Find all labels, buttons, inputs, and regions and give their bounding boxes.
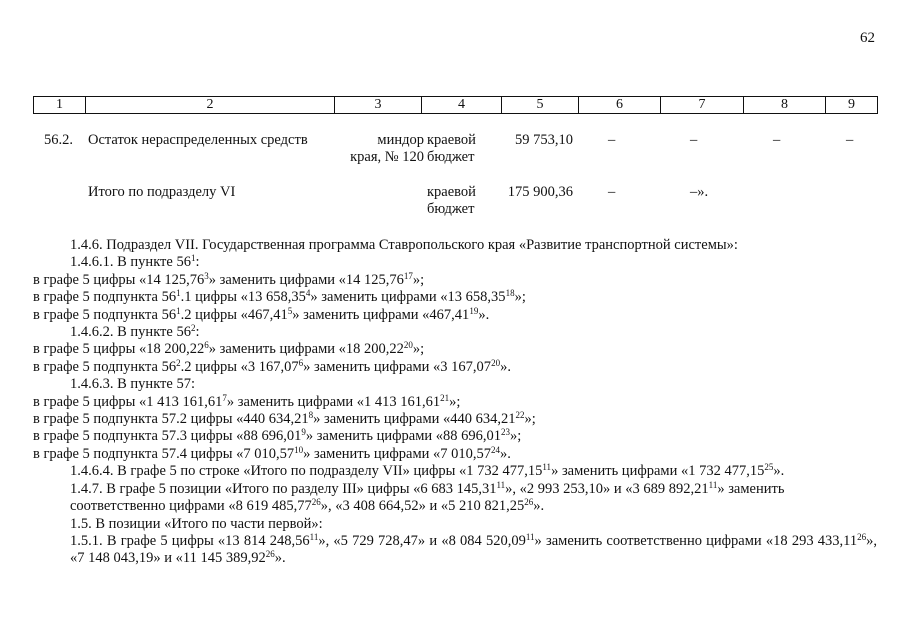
footnote-marker: 22 [515,410,525,421]
row-name: Итого по подразделу VI [88,184,236,200]
text-segment: в графе 5 подпункта 57.4 цифры «7 010,57 [33,445,295,462]
row-source-line1: краевой [427,184,476,200]
text-segment: в графе 5 цифры «18 200,22 [33,341,205,358]
row-number: 56.2. [44,132,73,148]
row-col9: – [846,132,854,148]
table-rows [0,132,903,236]
column-number-cell: 9 [826,97,878,114]
text-segment: 1.4.7. В графе 5 позиции «Итого по разделу III» цифры «6 683 145,31 [70,480,497,497]
footnote-marker: 4 [305,288,311,299]
text-segment: » заменить цифрами «3 167,07 [303,358,492,375]
paragraph [33,272,877,289]
paragraph [33,237,877,254]
text-segment: », «2 993 253,10» и «3 689 892,21 [505,480,709,497]
text-segment: в графе 5 подпункта 56 [33,306,177,323]
text-segment: ». [773,463,785,480]
paragraph [33,376,877,393]
paragraph [33,289,877,306]
row-source [427,184,476,218]
text-segment: » заменить цифрами «7 010,57 [303,445,492,462]
column-number-cell: 8 [744,97,826,114]
text-segment: », «7 148 043,19» и «11 145 389,92 [70,532,877,567]
footnote-marker: 11 [708,479,718,490]
text-segment: » заменить соответственно цифрами «8 619 485,77 [70,480,785,515]
row-value: 59 753,10 [515,132,573,148]
footnote-marker: 2 [190,323,196,334]
text-segment: 1.5. В позиции «Итого по части первой»: [70,515,323,532]
row-col7: – [690,132,698,148]
text-segment: .2 цифры «3 167,07 [180,358,299,375]
footnote-marker: 8 [308,410,314,421]
paragraph [33,463,877,480]
text-segment: » заменить цифрами «18 200,22 [208,341,404,358]
text-segment: .1 цифры «13 658,35 [180,289,306,306]
paragraph [33,533,877,568]
footnote-marker: 26 [265,549,275,560]
text-segment: в графе 5 подпункта 57.2 цифры «440 634,21 [33,411,309,428]
text-segment: » заменить цифрами «88 696,01 [305,428,502,445]
text-segment: 1.4.6. Подраздел VII. Государственная программа Ставропольского края «Развитие транспортной системы»: [70,237,738,253]
footnote-marker: 6 [204,340,209,351]
paragraph [33,481,877,516]
text-segment: : [195,254,200,271]
text-segment: в графе 5 подпункта 56 [33,289,177,306]
row-executor-line2: края, № 120 [350,149,424,165]
text-segment: » заменить цифрами «14 125,76 [208,271,404,288]
footnote-marker: 23 [501,427,511,438]
column-number-cell: 3 [335,97,422,114]
text-segment: ». [533,498,545,515]
column-number-cell: 1 [34,97,86,114]
paragraph [33,411,877,428]
column-number-cell: 5 [502,97,579,114]
footnote-marker: 21 [440,392,450,403]
row-source-line1: краевой [427,132,476,148]
text-segment: »; [510,428,522,445]
text-segment: », «3 408 664,52» и «5 210 821,25 [320,498,525,515]
row-col7: –». [690,184,709,200]
text-segment: » заменить цифрами «1 413 161,61 [226,393,441,410]
paragraph [33,359,877,376]
text-segment: 1.5.1. В графе 5 цифры «13 814 248,56 [70,532,310,549]
column-number-cell: 6 [579,97,661,114]
column-number-cell: 4 [422,97,502,114]
footnote-marker: 19 [469,305,479,316]
footnote-marker: 25 [764,462,774,473]
column-number-cell: 7 [661,97,744,114]
text-segment: в графе 5 цифры «14 125,76 [33,271,205,288]
footnote-marker: 11 [309,531,319,542]
paragraph [33,394,877,411]
paragraph [33,341,877,358]
footnote-marker: 7 [222,392,227,403]
footnote-marker: 20 [403,340,413,351]
text-segment: 1.4.6.3. В пункте 57: [70,376,195,393]
text-segment: ». [274,550,286,567]
text-segment: в графе 5 цифры «1 413 161,61 [33,393,223,410]
footnote-marker: 3 [204,270,209,281]
text-segment: 1.4.6.4. В графе 5 по строке «Итого по подразделу VII» цифры «1 732 477,15 [70,463,543,480]
paragraph [33,516,877,533]
footnote-marker: 2 [176,357,181,368]
column-number-cell: 2 [86,97,335,114]
amendment-text [33,237,877,568]
row-source-line2: бюджет [427,149,475,165]
footnote-marker: 17 [403,270,413,281]
text-segment: : [195,324,200,341]
footnote-marker: 1 [190,253,196,264]
text-segment: » заменить цифрами «440 634,21 [313,411,516,428]
text-segment: » заменить цифрами «467,41 [292,306,470,323]
footnote-marker: 10 [294,444,304,455]
column-number-header [33,96,878,114]
text-segment: в графе 5 подпункта 56 [33,358,177,375]
text-segment: »; [524,411,536,428]
paragraph [33,446,877,463]
footnote-marker: 26 [857,531,867,542]
paragraph [33,307,877,324]
footnote-marker: 9 [301,427,306,438]
footnote-marker: 1 [176,288,181,299]
row-source-line2: бюджет [427,201,475,217]
text-segment: .2 цифры «467,41 [180,306,288,323]
footnote-marker: 5 [287,305,293,316]
text-segment: »; [449,393,461,410]
footnote-marker: 11 [496,479,506,490]
text-segment: в графе 5 подпункта 57.3 цифры «88 696,01 [33,428,302,445]
row-value: 175 900,36 [507,184,573,200]
footnote-marker: 11 [525,531,535,542]
row-col6: – [608,184,616,200]
row-col6: – [608,132,616,148]
page-number: 62 [860,30,875,46]
table-row [0,132,903,184]
footnote-marker: 20 [491,357,501,368]
footnote-marker: 24 [491,444,501,455]
text-segment: ». [500,358,511,375]
row-name: Остаток нераспределенных средств [88,132,308,148]
text-segment: » заменить цифрами «13 658,35 [310,289,506,306]
row-col8: – [773,132,781,148]
row-executor [340,184,424,201]
text-segment: 1.4.6.1. В пункте 56 [70,254,191,271]
text-segment: »; [514,289,526,306]
footnote-marker: 26 [524,497,534,508]
row-executor-line1: миндор [377,132,424,148]
row-executor [340,132,424,166]
footnote-marker: 6 [298,357,304,368]
text-segment: ». [478,306,490,323]
text-segment: », «5 729 728,47» и «8 084 520,09 [318,532,526,549]
footnote-marker: 11 [542,462,552,473]
text-segment: » заменить цифрами «1 732 477,15 [551,463,765,480]
paragraph [33,428,877,445]
paragraph [33,324,877,341]
table-row [0,184,903,236]
row-source [427,132,476,166]
footnote-marker: 26 [311,497,321,508]
text-segment: 1.4.6.2. В пункте 56 [70,324,191,341]
text-segment: ». [500,445,511,462]
text-segment: » заменить соответственно цифрами «18 293 433,11 [534,532,858,549]
text-segment: »; [412,341,425,358]
text-segment: »; [412,271,425,288]
footnote-marker: 18 [505,288,515,299]
footnote-marker: 1 [176,305,181,316]
paragraph [33,254,877,271]
